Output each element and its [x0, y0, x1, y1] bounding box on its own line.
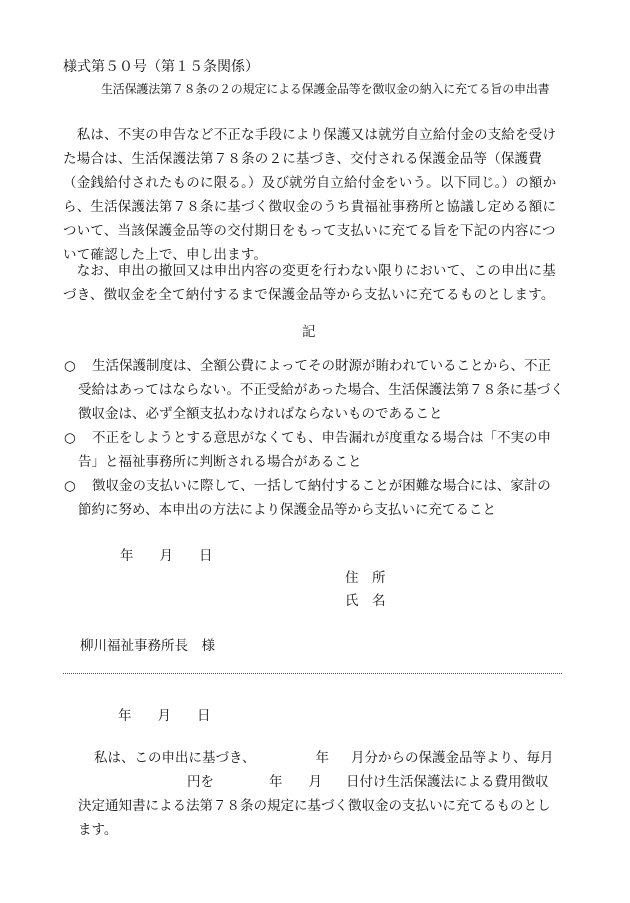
confirmation-text-1: 生活保護制度は、全額公費によってその財源が賄われていることから、不正受給はあってはならない。不正受給があった場合、生活保護法第７８条に基づく徴収金は、必ず全額支払わなければならないものであること [78, 358, 564, 422]
name-field-label[interactable]: 氏 名 [345, 593, 386, 609]
confirmation-item-3 [64, 474, 564, 522]
lower-line-3: 決定通知書による法第７８条の規定に基づく徴収金の支払いに充てるものとし [78, 798, 551, 814]
circle-bullet-icon: ○ [64, 358, 76, 374]
confirmation-text-2: 不正をしようとする意思がなくても、申告漏れが度重なる場合は「不実の申告」と福祉事務所に判断される場合があること [78, 430, 551, 470]
circle-bullet-icon: ○ [64, 478, 76, 494]
ki-heading: 記 [302, 324, 316, 340]
lower-line-1 [94, 746, 553, 766]
signature-date[interactable] [120, 544, 213, 564]
amount-label: 円を [187, 774, 214, 790]
year-label: 年 [118, 708, 132, 724]
month-label: 月 [159, 548, 173, 564]
confirmation-text-3: 徴収金の支払いに際して、一括して納付することが困難な場合には、家計の節約に努め、本申出の方法により保護金品等から支払いに充てること [78, 478, 551, 518]
address-field-label[interactable]: 住 所 [345, 570, 386, 586]
circle-bullet-icon: ○ [64, 430, 76, 446]
day-label: 日 [197, 708, 211, 724]
confirmation-item-2 [64, 426, 564, 474]
lower-month-label: 月 [308, 774, 322, 790]
month-label: 月 [157, 708, 171, 724]
body-paragraph-2: なお、申出の撤回又は申出内容の変更を行わない限りにおいて、この申出に基づき、徴収金を全て納付するまで保護金品等から支払いに充てるものとします。 [63, 263, 556, 303]
year-label: 年 [120, 548, 134, 564]
lower-text: 日付け生活保護法による費用徴収 [346, 774, 549, 790]
form-number: 様式第５０号（第１５条関係） [63, 59, 259, 75]
lower-date[interactable] [118, 704, 211, 724]
day-label: 日 [199, 548, 213, 564]
lower-text: 月分からの保護金品等より、毎月 [350, 750, 554, 766]
addressee: 柳川福祉事務所長 様 [80, 638, 215, 654]
lower-line-4: ます。 [78, 822, 118, 838]
body-paragraph-1: 私は、不実の申告など不正な手段により保護又は就労自立給付金の支給を受けた場合は、生活保護法第７８条の２に基づき、交付される保護金品等（保護費（金銭給付されたものに限る。）及び就労自立給付金をいう。以下同じ。）の額から、生活保護法第７８条に基づく徴収金のうち貴福祉事務所と協議し定める額について、当該保護金品等の交付期日をもって支払いに充てる旨を下記の内容について確認した上で、申し出ます。 [63, 127, 557, 263]
lower-line-2 [187, 770, 549, 790]
dotted-divider [63, 673, 562, 674]
lower-year-label: 年 [269, 774, 283, 790]
document-title: 生活保護法第７８条の２の規定による保護金品等を徴収金の納入に充てる旨の申出書 [101, 82, 550, 96]
lower-year-label: 年 [315, 750, 329, 766]
confirmation-item-1 [64, 354, 564, 426]
lower-text: 私は、この申出に基づき、 [94, 750, 256, 766]
